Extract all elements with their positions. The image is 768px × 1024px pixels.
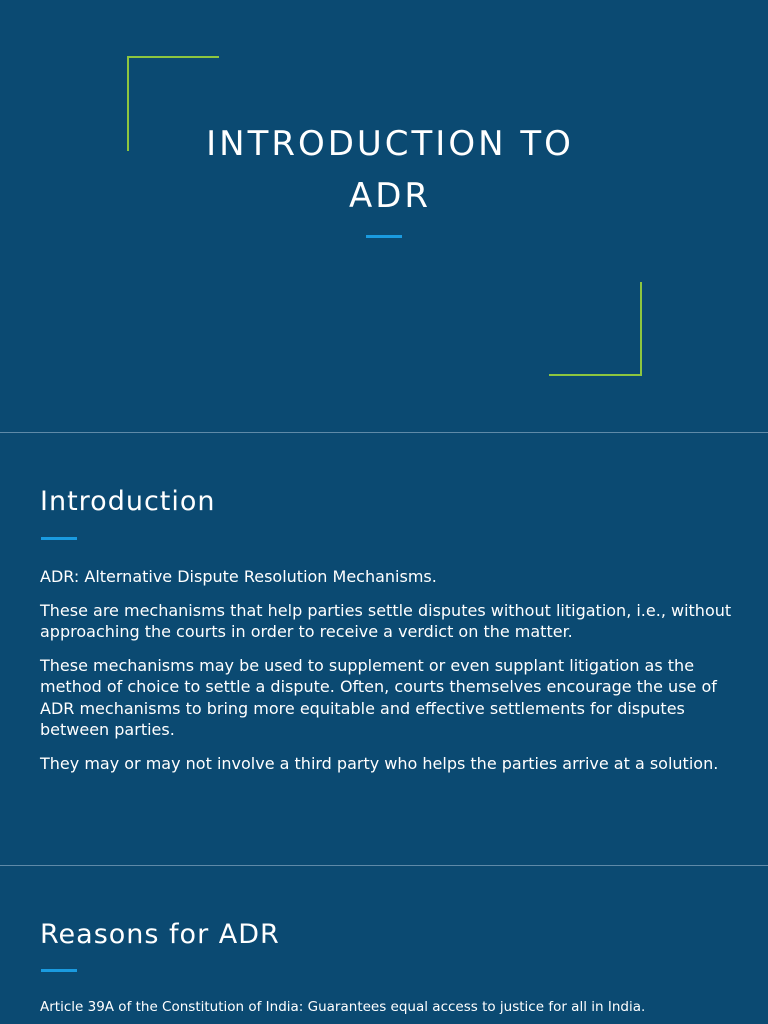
heading-underline-accent — [41, 969, 77, 972]
slide-title-line-2: ADR — [348, 176, 432, 216]
body-paragraph: These mechanisms may be used to supplement or even supplant litigation as the method of choice to settle a dispute. Often, courts themselves encourage the use of ADR mechanisms to bring more equitable and effective settlements for disputes between parties. — [40, 655, 717, 739]
corner-decoration-bottom-right-vertical — [640, 282, 642, 376]
body-paragraph: These are mechanisms that help parties settle disputes without litigation, i.e., without approaching the courts in order to receive a verdict on the matter. — [40, 600, 732, 641]
heading-underline-accent — [41, 537, 77, 540]
slide-heading: Introduction — [40, 486, 216, 517]
slide-heading: Reasons for ADR — [40, 919, 280, 950]
corner-decoration-bottom-right — [549, 374, 642, 376]
body-paragraph: ADR: Alternative Dispute Resolution Mechanisms. — [40, 567, 437, 586]
corner-decoration-top-left-vertical — [127, 56, 129, 151]
reasons-slide — [0, 866, 768, 1024]
title-underline-accent — [366, 235, 402, 238]
slide-title-line-1: INTRODUCTION TO — [206, 124, 574, 164]
body-paragraph: They may or may not involve a third party who helps the parties arrive at a solution. — [40, 753, 719, 773]
introduction-slide — [0, 433, 768, 865]
body-paragraph: Article 39A of the Constitution of India: Guarantees equal access to justice for all in India. — [40, 999, 646, 1015]
slide-title — [160, 118, 620, 222]
title-slide — [0, 0, 768, 432]
slide-body — [40, 566, 740, 786]
slide-body — [40, 998, 740, 1024]
corner-decoration-top-left — [127, 56, 219, 58]
